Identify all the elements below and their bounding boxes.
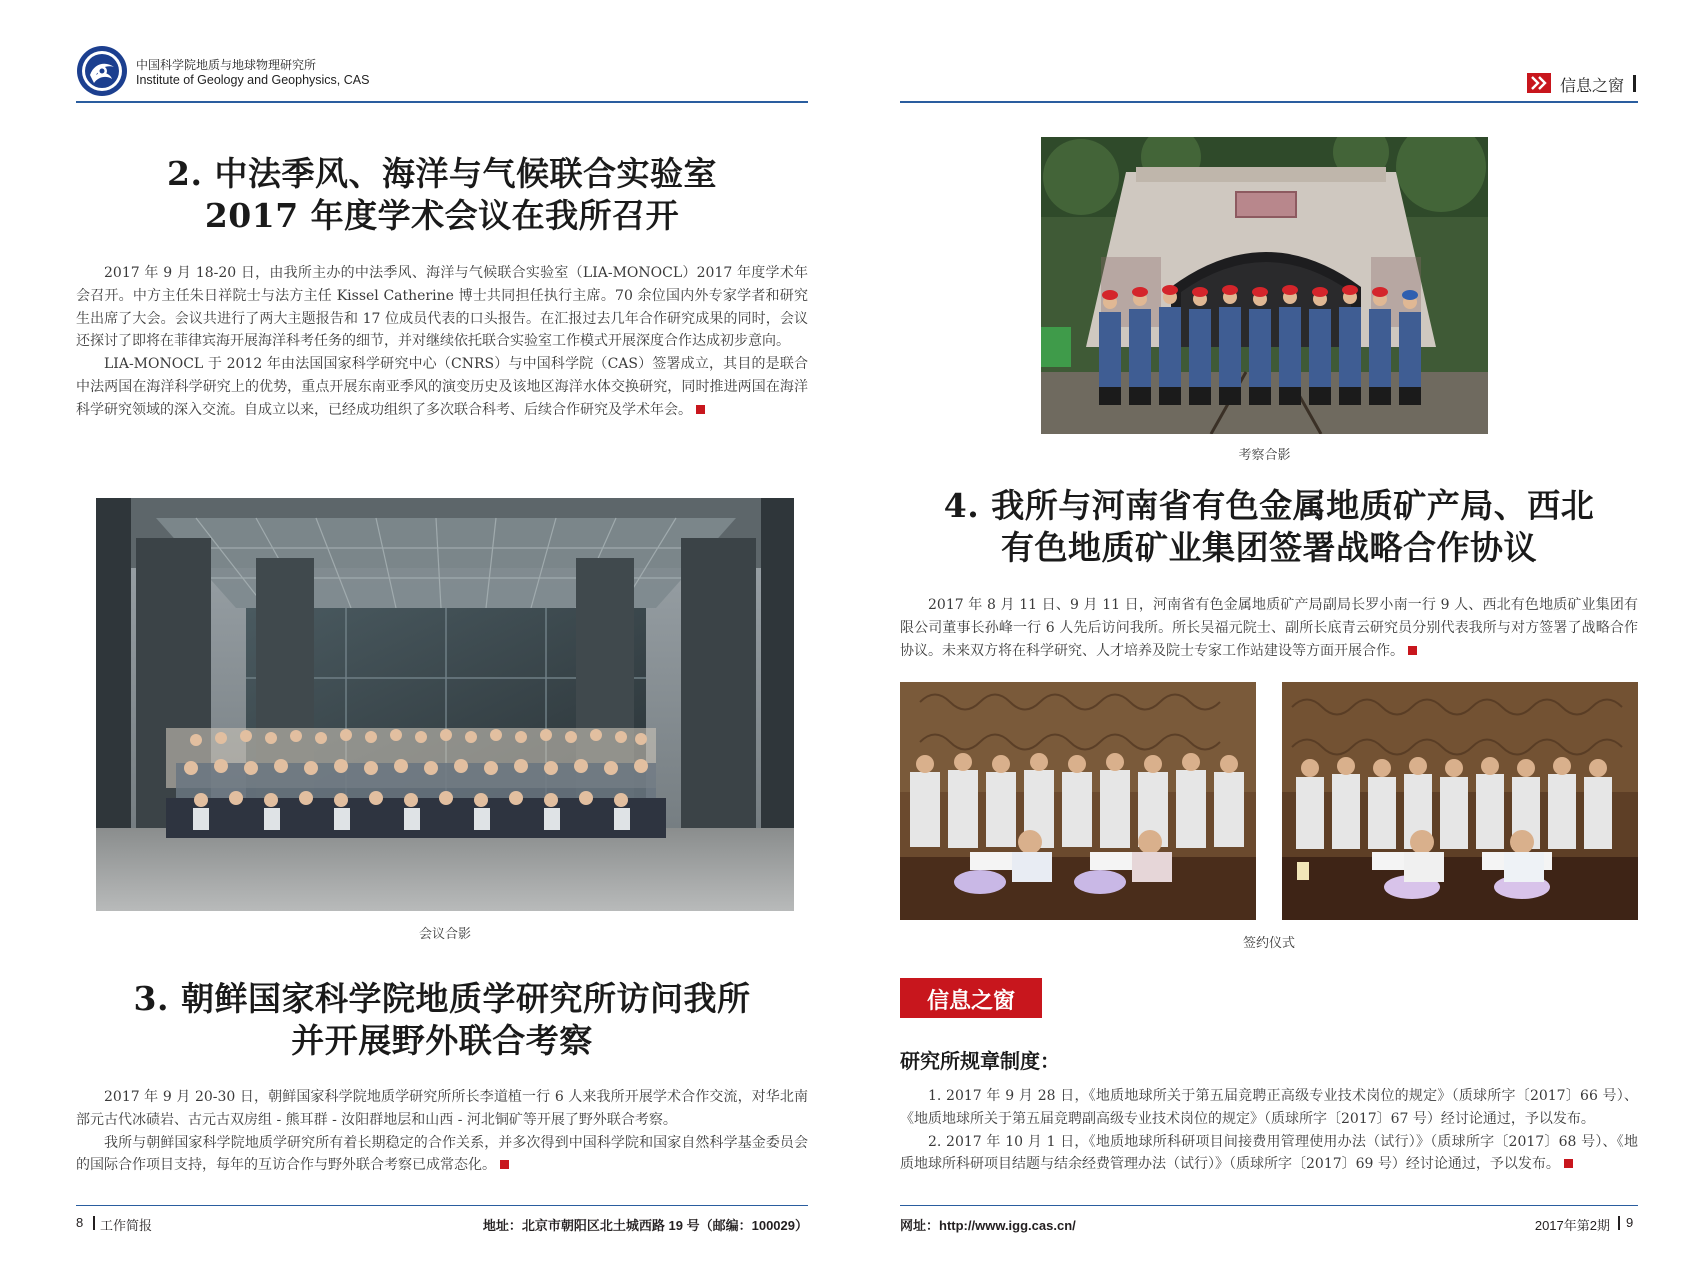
regulation-item-2 — [900, 1131, 1638, 1177]
left-publication-name: 工作简报 — [100, 1218, 153, 1233]
footer-separator-left — [93, 1216, 95, 1230]
article4-title-line1: 4. 我所与河南省有色金属地质矿产局、西北 — [943, 486, 1595, 525]
article3-body — [76, 1086, 808, 1177]
end-mark-icon — [1564, 1159, 1573, 1168]
conference-group-photo — [96, 498, 794, 911]
conference-photo-caption: 会议合影 — [418, 927, 471, 942]
article3-title-line2: 并开展野外联合考察 — [291, 1021, 593, 1060]
signing-photo-right — [1282, 682, 1638, 920]
section-label: 信息之窗 — [1560, 78, 1625, 95]
article2-title-line2: 2017 年度学术会议在我所召开 — [204, 196, 680, 235]
institute-logo-icon — [76, 45, 128, 97]
article2-para2 — [76, 353, 808, 421]
footer-rule-left — [76, 1205, 808, 1206]
article4-title — [900, 485, 1638, 569]
institute-name-en: Institute of Geology and Geophysics, CAS — [136, 73, 370, 87]
double-chevron-right-icon — [1527, 73, 1551, 93]
footer-separator-right — [1618, 1216, 1620, 1230]
article4-body — [900, 594, 1638, 662]
header-rule-right — [900, 101, 1638, 103]
article2-para2-text: LIA-MONOCL 于 2012 年由法国国家科学研究中心（CNRS）与中国科学院（CAS）签署成立，其目的是联合中法两国在海洋科学研究上的优势，重点开展东南亚季风的演变历史及该地区海洋水体交换研究，同时推进两国在海洋科学研究领域的深入交流。自成立以来，已经成功组织了多次联合科考、后续合作研究及学术年会。 — [76, 356, 808, 418]
end-mark-icon — [500, 1160, 509, 1169]
mine-photo-caption: 考察合影 — [1238, 448, 1291, 463]
article4-para1 — [900, 594, 1638, 662]
mine-site-group-photo — [1041, 137, 1488, 434]
end-mark-icon — [1408, 646, 1417, 655]
section-divider — [1633, 75, 1636, 92]
article4-title-line2: 有色地质矿业集团签署战略合作协议 — [1001, 528, 1537, 567]
issue-label: 2017年第2期 — [1534, 1218, 1610, 1233]
article3-para2-text: 我所与朝鲜国家科学院地质学研究所有着长期稳定的合作关系，并多次得到中国科学院和国家自然科学基金委员会的国际合作项目支持，每年的互访合作与野外联合考察已成常态化。 — [76, 1134, 808, 1174]
article3-title — [76, 978, 808, 1062]
footer-website: 网址：http://www.igg.cas.cn/ — [900, 1218, 1076, 1233]
signing-photo-left — [900, 682, 1256, 920]
regulation-item-2-text: 2. 2017 年 10 月 1 日，《地质地球所科研项目间接费用管理使用办法（试行）》（质球所字〔2017〕68 号）、《地质地球所科研项目结题与结余经费管理办法（试行）》（质球所字〔2017〕69 号）经讨论通过，予以发布。 — [900, 1133, 1638, 1173]
end-mark-icon — [696, 405, 705, 414]
article2-body — [76, 262, 808, 422]
article3-para2 — [76, 1132, 808, 1178]
footer-address: 地址：北京市朝阳区北土城西路 19 号（邮编：100029） — [482, 1218, 808, 1233]
left-page-number: 8 — [76, 1215, 84, 1230]
regulations-list — [900, 1085, 1638, 1176]
right-page-number: 9 — [1626, 1215, 1634, 1230]
article3-para1: 2017 年 9 月 20-30 日，朝鲜国家科学院地质学研究所所长李道植一行 6 人来我所开展学术合作交流，对华北南部元古代冰碛岩、古元古双房组 - 熊耳群 - 汝阳群地层和山西 - 河北铜矿等开展了野外联合考察。 — [76, 1089, 808, 1128]
header-rule-left — [76, 101, 808, 103]
signing-photo-caption: 签约仪式 — [1242, 936, 1295, 951]
article2-title — [76, 153, 808, 237]
article3-title-line1: 3. 朝鲜国家科学院地质学研究所访问我所 — [133, 979, 751, 1018]
regulations-subhead: 研究所规章制度： — [900, 1049, 1060, 1073]
article4-para1-text: 2017 年 8 月 11 日、9 月 11 日，河南省有色金属地质矿产局副局长罗小南一行 9 人、西北有色地质矿业集团有限公司董事长孙峰一行 6 人先后访问我所。所长吴福元院士、副所长底青云研究员分别代表我所与对方签署了战略合作协议。未来双方将在科学研究、人才培养及院士专家工作站建设等方面开展合作。 — [900, 597, 1638, 659]
footer-rule-right — [900, 1205, 1638, 1206]
regulation-item-1: 1. 2017 年 9 月 28 日，《地质地球所关于第五届竞聘正高级专业技术岗位的规定》（质球所字〔2017〕66 号）、《地质地球所关于第五届竞聘副高级专业技术岗位的规定》（质球所字〔2017〕67 号）经讨论通过，予以发布。 — [900, 1088, 1638, 1127]
institute-name-cn: 中国科学院地质与地球物理研究所 — [136, 58, 317, 72]
article2-title-line1: 2. 中法季风、海洋与气候联合实验室 — [167, 154, 717, 193]
info-window-badge-label: 信息之窗 — [926, 988, 1015, 1013]
article2-para1: 2017 年 9 月 18-20 日，由我所主办的中法季风、海洋与气候联合实验室（LIA-MONOCL）2017 年度学术年会召开。中方主任朱日祥院士与法方主任 Kissel Catherine 博士共同担任执行主席。70 余位国内外专家学者和研究生出席了大会。会议共进行了两大主题报告和 17 位成员代表的口头报告。在汇报过去几年合作研究成果的同时，会议还探讨了即将在菲律宾海开展海洋科考任务的细节，并对继续依托联合实验室工作模式开展深度合作达成初步意向。 — [76, 265, 808, 350]
